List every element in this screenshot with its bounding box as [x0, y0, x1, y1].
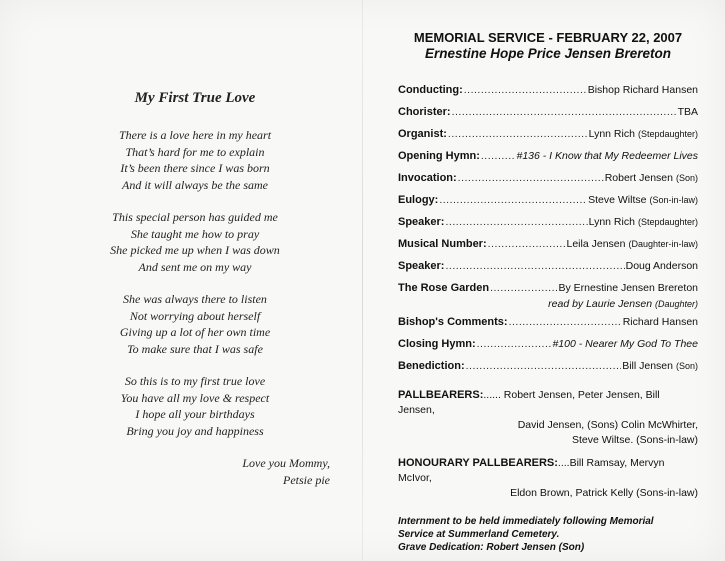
row-value: Lynn Rich — [588, 216, 635, 228]
program-rows — [398, 84, 698, 304]
poem-line: She was always there to listen — [123, 292, 267, 306]
poem-line: There is a love here in my heart — [118, 128, 272, 142]
poem-line: And sent me on my way — [138, 259, 252, 274]
deceased-name: Ernestine Hope Price Jensen Brereton — [424, 46, 672, 61]
poem-line: To make sure that I was safe — [127, 341, 263, 356]
row-note: (Son) — [675, 173, 698, 183]
poem-page — [60, 90, 330, 489]
row-value: Leila Jensen — [566, 238, 626, 250]
poem-line: She picked me up when I was down — [110, 243, 280, 257]
row-value: Bill Jensen — [622, 360, 673, 372]
row-label: Speaker: — [398, 216, 445, 228]
rose-garden-reader: read by Laurie Jensen (Daughter) — [548, 298, 698, 310]
leader-dots — [439, 194, 587, 206]
poem-line: So this is to my first true love — [124, 374, 266, 388]
program-row — [398, 260, 698, 282]
poem-line: Not worrying about herself — [129, 308, 261, 323]
signoff-line: Petsie pie — [283, 473, 330, 487]
poem-line: This special person has guided me — [112, 210, 278, 224]
leader-dots — [509, 316, 622, 328]
row-note: (Daughter-in-law) — [628, 239, 698, 249]
program-row — [398, 194, 698, 216]
row-label: Benediction: — [398, 360, 465, 372]
leader-dots — [445, 216, 587, 228]
program-row — [398, 172, 698, 194]
poem-line: You have all my love & respect — [120, 390, 270, 405]
program-row — [398, 338, 698, 360]
poem-line: And it will always be the same — [122, 177, 268, 192]
leader-dots — [448, 128, 588, 140]
leader-dots — [488, 238, 566, 250]
program-row — [398, 316, 698, 338]
poem-line: I hope all your birthdays — [135, 407, 255, 421]
row-value: By Ernestine Jensen Brereton — [558, 282, 698, 294]
center-fold — [362, 0, 363, 561]
row-value: TBA — [677, 106, 698, 118]
honourary-pallbearers: HONOURARY PALLBEARERS:....Bill Ramsay, Mervyn McIvor, Eldon Brown, Patrick Kelly (Sons-in-law) — [398, 457, 698, 499]
poem-title: My First True Love — [134, 90, 256, 106]
internment-note: Internment to be held immediately following Memorial Service at Summerland Cemetery. Grave Dedication: Robert Jensen (Son) — [398, 516, 654, 553]
program-row — [398, 84, 698, 106]
service-heading: MEMORIAL SERVICE - FEBRUARY 22, 2007 — [413, 30, 683, 45]
row-value: Doug Anderson — [625, 260, 698, 272]
leader-dots — [458, 172, 604, 184]
poem-stanza — [60, 373, 330, 439]
leader-dots — [490, 282, 557, 294]
poem-stanza — [60, 209, 330, 275]
signoff-line: Love you Mommy, — [242, 456, 330, 470]
row-value: Richard Hansen — [622, 316, 698, 328]
poem-stanza — [60, 127, 330, 193]
row-label: The Rose Garden — [398, 282, 490, 294]
program-row — [398, 216, 698, 238]
row-note: (Son-in-law) — [649, 195, 698, 205]
row-label: Chorister: — [398, 106, 451, 118]
program-row — [398, 238, 698, 260]
row-note: (Stepdaughter) — [637, 129, 698, 139]
leader-dots — [466, 360, 622, 372]
leader-dots — [445, 260, 624, 272]
row-value: Robert Jensen — [604, 172, 673, 184]
row-label: Organist: — [398, 128, 447, 140]
row-label: Bishop's Comments: — [398, 316, 508, 328]
poem-signoff — [60, 455, 330, 489]
poem-stanzas — [60, 127, 330, 439]
row-value: #136 - I Know that My Redeemer Lives — [516, 150, 698, 162]
row-note: (Son) — [675, 361, 698, 371]
row-value: Steve Wiltse — [588, 194, 647, 206]
pallbearers: PALLBEARERS:...... Robert Jensen, Peter Jensen, Bill Jensen, David Jensen, (Sons) Colin McWhirter, Steve Wiltse. (Sons-in-law) — [398, 389, 698, 446]
row-label: Eulogy: — [398, 194, 439, 206]
row-label: Speaker: — [398, 260, 445, 272]
row-note: (Stepdaughter) — [637, 217, 698, 227]
poem-line: That’s hard for me to explain — [125, 144, 265, 159]
leader-dots — [464, 84, 587, 96]
poem-line: Giving up a lot of her own time — [119, 325, 271, 339]
poem-line: It’s been there since I was born — [120, 161, 270, 175]
row-label: Opening Hymn: — [398, 150, 480, 162]
poem-line: Bring you joy and happiness — [126, 423, 264, 438]
row-label: Musical Number: — [398, 238, 487, 250]
poem-line: She taught me how to pray — [130, 226, 260, 241]
row-value: Lynn Rich — [588, 128, 635, 140]
program-row — [398, 150, 698, 172]
row-value: Bishop Richard Hansen — [587, 84, 698, 96]
program-row — [398, 128, 698, 150]
row-label: Invocation: — [398, 172, 457, 184]
leader-dots — [452, 106, 677, 118]
row-value: #100 - Nearer My God To Thee — [552, 338, 698, 350]
row-label: Closing Hymn: — [398, 338, 476, 350]
row-label: Conducting: — [398, 84, 463, 96]
poem-stanza — [60, 291, 330, 357]
program-rows-2 — [398, 316, 698, 382]
leader-dots — [481, 150, 516, 162]
leader-dots — [477, 338, 552, 350]
program-row — [398, 360, 698, 382]
program-row — [398, 106, 698, 128]
program-page — [398, 30, 698, 554]
program-header — [398, 30, 698, 62]
